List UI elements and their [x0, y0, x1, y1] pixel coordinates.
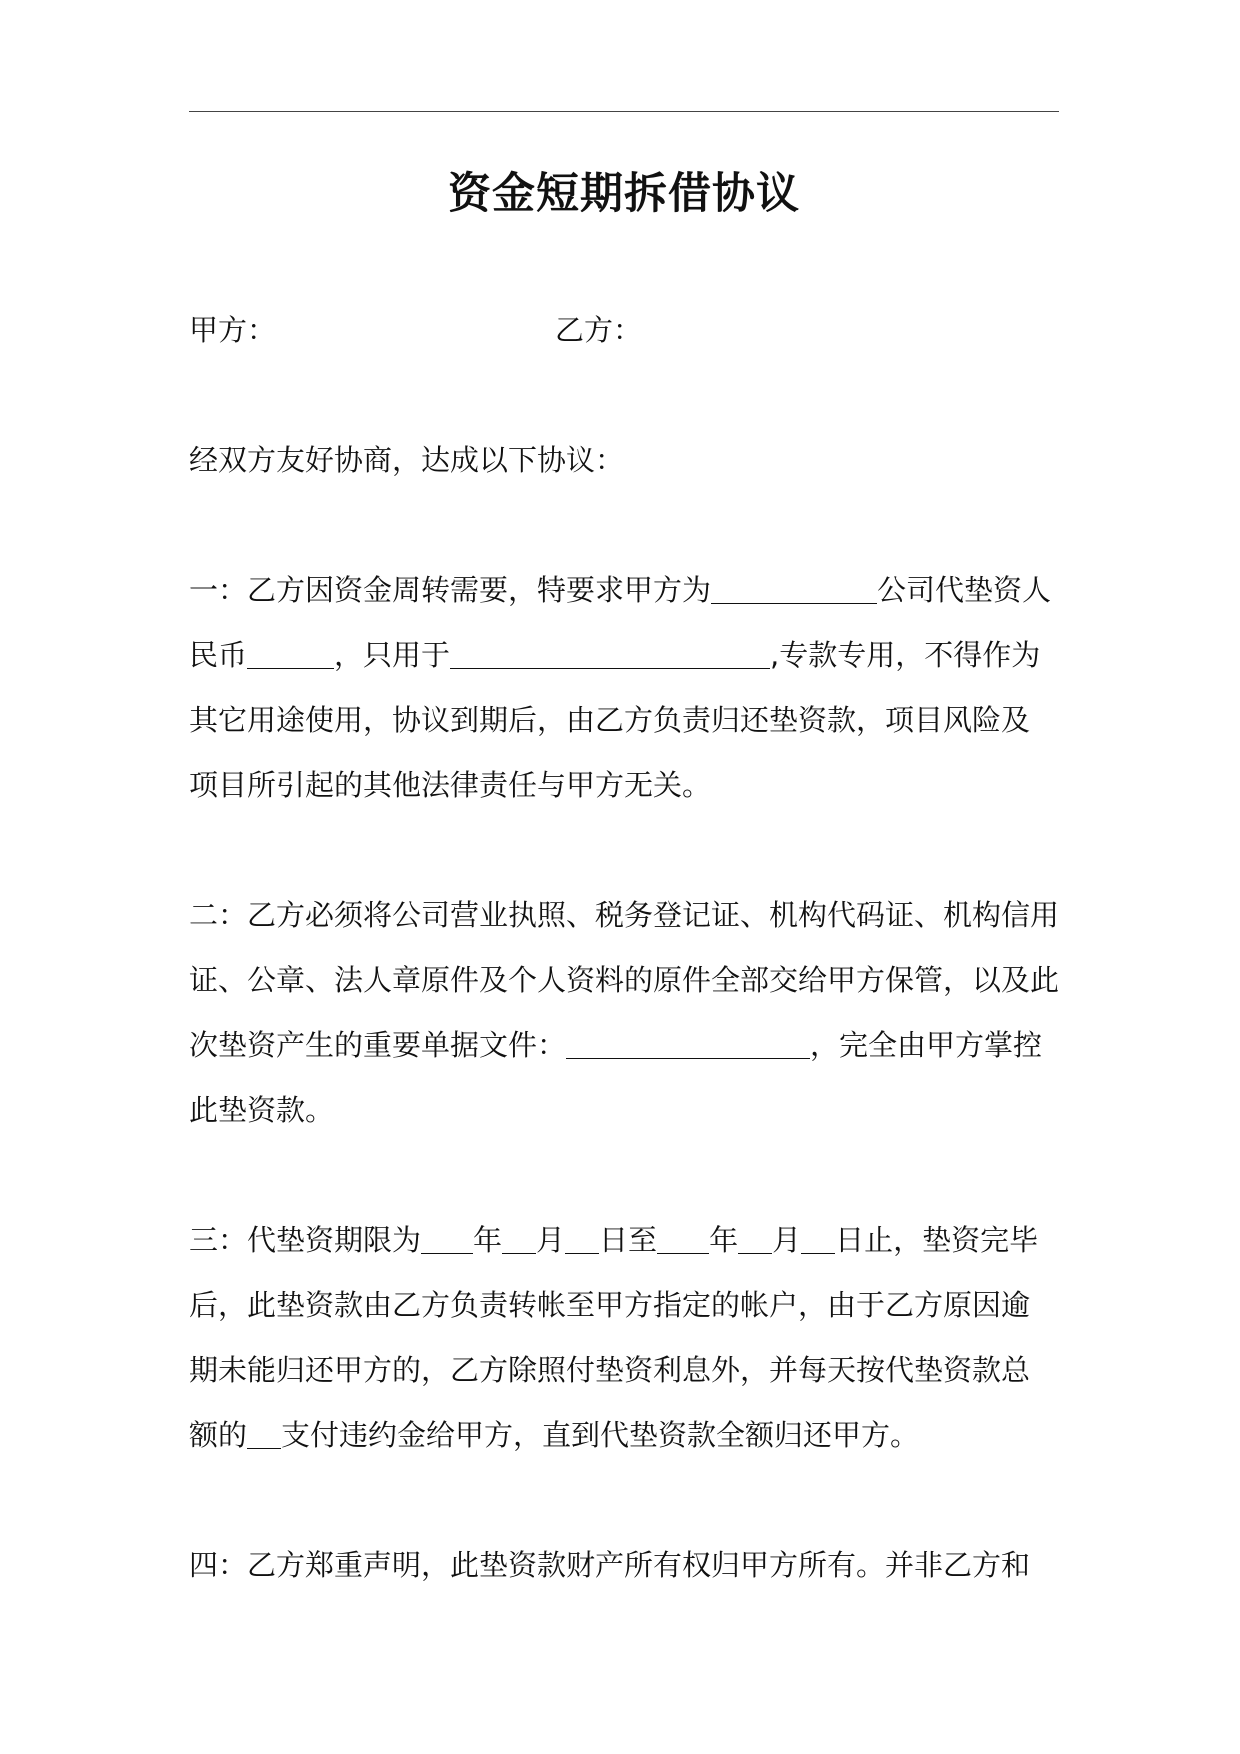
document-title: 资金短期拆借协议 — [448, 169, 800, 219]
clause2-line3: 次垫资产生的重要单据文件： ，完全由甲方掌控 — [189, 1028, 1043, 1062]
start-year-blank — [421, 1223, 473, 1254]
clause1-line4: 项目所引起的其他法律责任与甲方无关。 — [189, 768, 712, 802]
clause1-line3: 其它用途使用，协议到期后，由乙方负责归还垫资款，项目风险及 — [189, 703, 1031, 737]
clause2-line4: 此垫资款。 — [189, 1093, 335, 1127]
header-rule — [189, 111, 1059, 112]
party-b-label: 乙方： — [555, 313, 643, 347]
start-month-blank — [502, 1223, 536, 1254]
end-year-blank — [657, 1223, 709, 1254]
company-blank — [711, 573, 877, 604]
documents-blank — [566, 1028, 810, 1059]
clause4-line1: 四：乙方郑重声明，此垫资款财产所有权归甲方所有。并非乙方和 — [189, 1548, 1031, 1582]
purpose-blank — [450, 638, 770, 669]
clause1-line1: 一：乙方因资金周转需要，特要求甲方为 公司代垫资人 — [189, 573, 1052, 607]
end-month-blank — [738, 1223, 772, 1254]
penalty-rate-blank — [247, 1418, 281, 1449]
amount-blank — [247, 638, 334, 669]
intro-text: 经双方友好协商，达成以下协议： — [189, 443, 625, 477]
end-day-blank — [801, 1223, 835, 1254]
clause3-line2: 后，此垫资款由乙方负责转帐至甲方指定的帐户，由于乙方原因逾 — [189, 1288, 1031, 1322]
party-a-label: 甲方： — [189, 313, 277, 347]
clause2-line1: 二：乙方必须将公司营业执照、税务登记证、机构代码证、机构信用 — [189, 898, 1060, 932]
clause3-line3: 期未能归还甲方的，乙方除照付垫资利息外，并每天按代垫资款总 — [189, 1353, 1031, 1387]
start-day-blank — [565, 1223, 599, 1254]
clause2-line2: 证、公章、法人章原件及个人资料的原件全部交给甲方保管，以及此 — [189, 963, 1060, 997]
clause1-line2: 民币 ，只用于 ,专款专用，不得作为 — [189, 638, 1041, 672]
clause3-line4: 额的 支付违约金给甲方，直到代垫资款全额归还甲方。 — [189, 1418, 920, 1452]
clause3-line1: 三：代垫资期限为 年 月 日至 年 月 日止，垫资完毕 — [189, 1223, 1039, 1257]
